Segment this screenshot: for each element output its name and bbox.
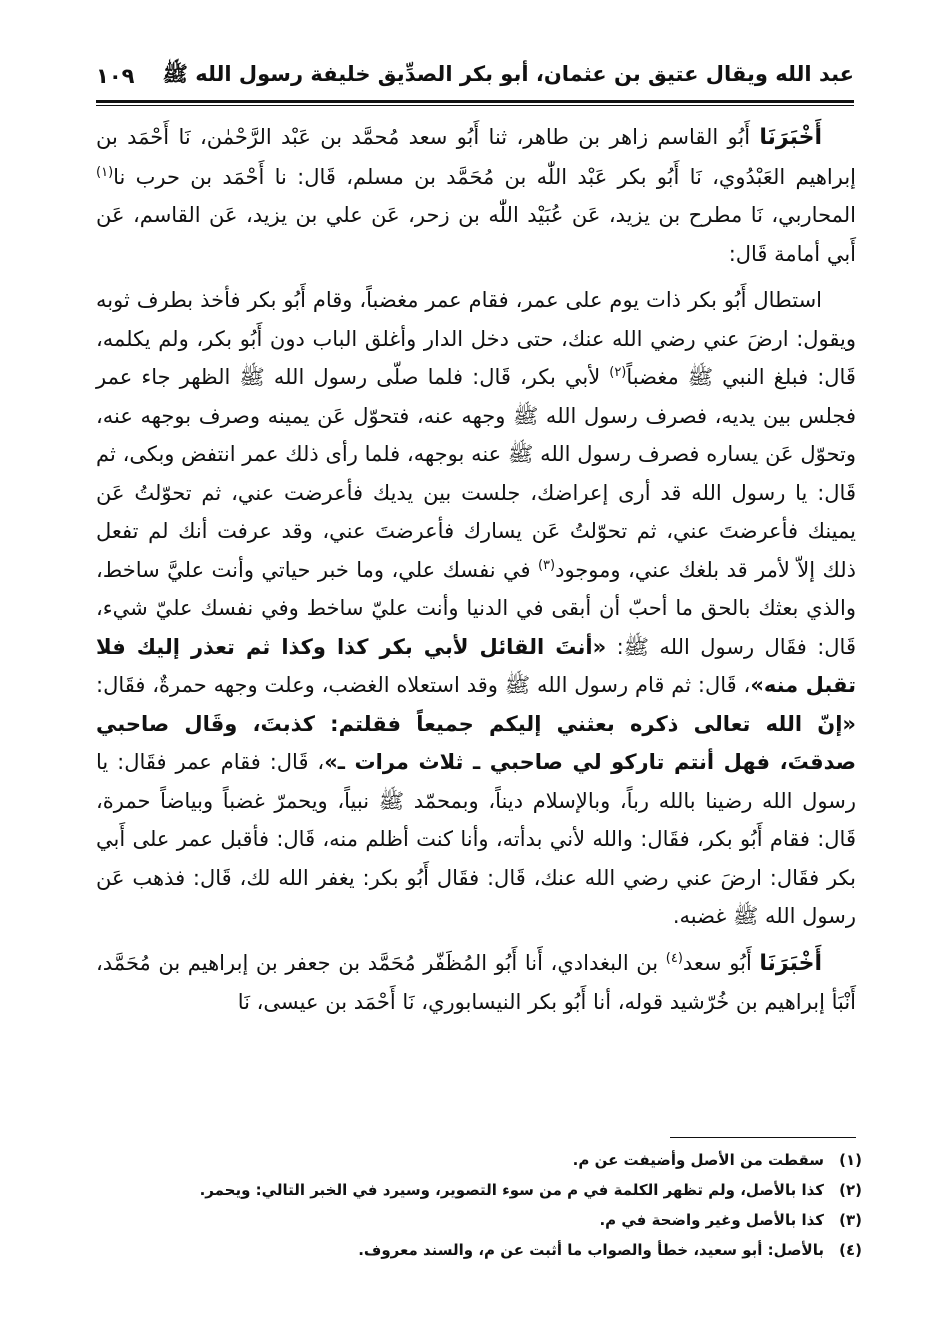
paragraph-text: استطال أَبُو بكر ذات يوم على عمر، فقام عمر مغضباً، وقام أَبُو بكر فأخذ بطرف ثوبه ويقول: ارضَ عني رضي الله عنك، حتى دخل الدار وأغلق الباب دون أَبُو بكر، ولم يكلمه، قَال: فبلغ النبي ﷺ مغضباً bbox=[96, 288, 856, 389]
paragraph-isnad-1 bbox=[96, 118, 856, 273]
paragraph-text: في نفسك علي، وما خبر حياتي وأنت عليَّ ساخط، والذي بعثك بالحق ما أحبّ أن أبقى في الدنيا وأنت عليّ ساخط وفي نفسك عليّ شيء، قَال: فقَال رسول الله ﷺ: bbox=[96, 557, 856, 659]
footnote-ref: (٣) bbox=[537, 557, 556, 573]
paragraph-text: ، قَال: ثم قام رسول الله ﷺ وقد استعلاه الغضب، وعلت وجهه حمرةٌ، فقَال: bbox=[96, 673, 751, 697]
paragraph-text: لأبي بكر، قَال: فلما صلّى رسول الله ﷺ الظهر جاء عمر فجلس بين يديه، فصرف رسول الله ﷺ وجهه عنه، فتحوّل عَن يمينه وصرف بوجهه عنه، وتحوّل عَن يساره فصرف رسول الله ﷺ عنه بوجهه، فلما رأى ذلك عمر انتفض وبكى، ثم قَال: يا رسول الله قد أرى إعراضك، جلست بين يديك فأعرضت عني، ثم تحوّلتُ عَن يمينك فأعرضتَ عني، ثم تحوّلتُ عَن يسارك فأعرضتَ عني، وقد عرفت أنك لم تفعل ذلك إلاّ لأمر قد بلغك عني، وموجود bbox=[96, 365, 856, 582]
footnote-text: كذا بالأصل وغير واضحة في م. bbox=[599, 1211, 824, 1229]
page-number: ١٠٩ bbox=[96, 64, 135, 88]
paragraph-text: أَبُو القاسم زاهر بن طاهر، ثنا أَبُو سعد مُحمَّد بن عَبْد الرَّحْمٰن، نَا أَحْمَد بن إبراهيم العَبْدُوي، نَا أَبُو بكر عَبْد اللّٰه بن مُحَمَّد بن مسلم، قَال: نا أَحْمَد بن حرب نا bbox=[96, 125, 856, 189]
footnote-ref: (٢) bbox=[609, 365, 627, 380]
footnote bbox=[96, 1235, 862, 1265]
footnote-number: (٤) bbox=[839, 1241, 862, 1259]
footnote-number: (١) bbox=[839, 1151, 862, 1169]
main-text bbox=[96, 118, 856, 1022]
paragraph-isnad-2 bbox=[96, 944, 856, 1022]
header-rule bbox=[96, 100, 854, 103]
paragraph-text: ، قَال: فقام عمر فقَال: يا رسول الله رضينا بالله رباً، وبالإسلام ديناً، وبمحمّد ﷺ نبياً، ويحمرّ غضباً وبياضاً حمرة، قَال: فقام أَبُو بكر، فقَال: والله لأني بدأته، وأنا كنت أظلم منه، قَال: فأقبل عمر على أَبي بكر فقَال: ارضَ عني رضي الله عنك، قَال: فقَال أَبُو بكر: يغفر الله لك، قَال: فذهب عَن رسول الله ﷺ غضبه. bbox=[96, 750, 856, 928]
footnote-text: سقطت من الأصل وأضيفت عن م. bbox=[572, 1151, 824, 1169]
paragraph-text: أَبُو سعد bbox=[682, 950, 752, 975]
footnote-text: بالأصل: أبو سعيد، خطأ والصواب ما أثبت عن م، والسند معروف. bbox=[358, 1241, 824, 1259]
paragraph-narration bbox=[96, 281, 856, 936]
paragraph-lead: أَخْبَرَنَا bbox=[759, 950, 822, 976]
footnote bbox=[96, 1175, 862, 1205]
paragraph-text: المحاربي، نَا مطرح بن يزيد، عَن عُبَيْد اللّٰه بن زحر، عَن علي بن يزيد، عَن القاسم، عَن أَبي أمامة قَال: bbox=[96, 203, 856, 266]
running-title: عبد الله ويقال عتيق بن عثمان، أبو بكر الصدِّيق خليفة رسول الله ﷺ bbox=[162, 61, 854, 86]
page-header bbox=[96, 56, 854, 96]
paragraph-lead: أَخْبَرَنَا bbox=[759, 125, 822, 150]
footnote bbox=[96, 1145, 862, 1175]
quoted-saying: «أنتَ القائل لأبي بكر كذا وكذا ثم تعذر إليك فلا تقبل منه» bbox=[96, 634, 856, 697]
footnote-ref: (٤) bbox=[665, 950, 683, 966]
header-rule-thin bbox=[96, 105, 854, 106]
footnote-number: (٢) bbox=[839, 1181, 862, 1199]
quoted-saying: «إنّ الله تعالى ذكره بعثني إليكم جميعاً فقلتم: كذبتَ، وقَال صاحبي صدقتَ، فهل أنتم تاركو لي صاحبي ـ ثلاث مرات ـ» bbox=[96, 711, 856, 774]
footnote-divider bbox=[670, 1137, 856, 1138]
footnote bbox=[96, 1205, 862, 1235]
footnote-number: (٣) bbox=[839, 1211, 862, 1229]
paragraph-text: بن البغدادي، أَنا أَبُو المُظَفّر مُحَمَّد بن جعفر بن إبراهيم بن مُحَمَّد، أَنْبَأ إبراهيم بن خُرّشيد قوله، أنا أَبُو بكر النيسابوري، نَا أَحْمَد بن عيسى، نَا bbox=[96, 950, 856, 1014]
footnotes bbox=[96, 1145, 862, 1265]
footnote-ref: (١) bbox=[96, 164, 114, 180]
footnote-text: كذا بالأصل، ولم تظهر الكلمة في م من سوء التصوير، وسيرد في الخبر التالي: ويحمر. bbox=[199, 1181, 824, 1199]
